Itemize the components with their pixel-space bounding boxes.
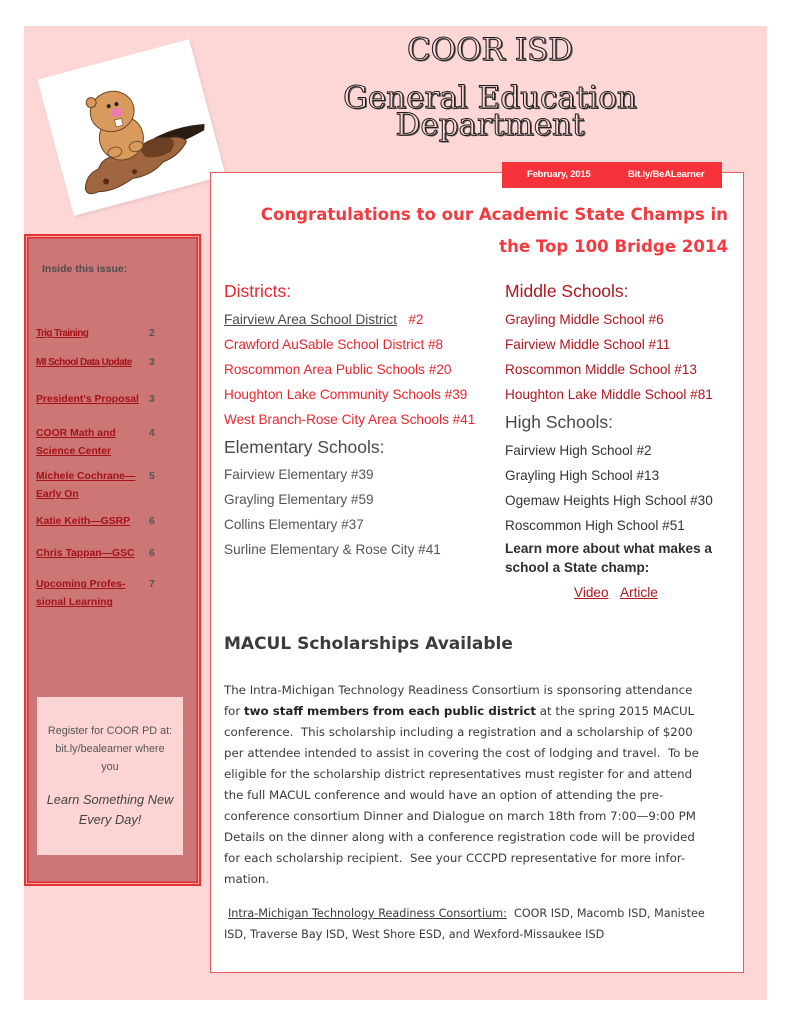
- list-item: Surline Elementary & Rose City #41: [224, 541, 441, 557]
- body-line: [224, 701, 699, 722]
- list-item: Grayling Middle School #6: [505, 312, 664, 327]
- middle-heading: Middle Schools:: [505, 281, 629, 301]
- body-line: per attendee intended to assist in covering the cost of lodging and travel. To be: [224, 745, 699, 760]
- toc-page-number: 6: [149, 516, 155, 527]
- list-item: West Branch-Rose City Area Schools #41: [224, 412, 476, 427]
- toc-label[interactable]: MI School Data Update: [36, 357, 132, 368]
- register-line-1: Register for COOR PD at:: [47, 725, 173, 737]
- toc-label[interactable]: Early On: [36, 489, 79, 500]
- list-item: Houghton Lake Middle School #81: [505, 387, 713, 402]
- toc-item-coor-math-science[interactable]: [36, 425, 186, 461]
- body-line: eligible for the scholarship district representatives must register for and attend: [224, 766, 693, 781]
- register-line-2: bit.ly/bealearner where: [55, 743, 165, 755]
- body-text: for: [224, 703, 244, 718]
- toc-item-katie-keith[interactable]: [36, 513, 186, 531]
- body-line: conference. This scholarship including a registration and a scholarship of $200: [224, 724, 693, 739]
- district-rank: #2: [408, 312, 424, 327]
- consortium-line-2: ISD, Traverse Bay ISD, West Shore ESD, and Wexford-Missaukee ISD: [224, 927, 605, 941]
- body-text: at the spring 2015 MACUL: [536, 703, 695, 718]
- districts-heading: Districts:: [224, 281, 292, 301]
- issue-banner: [502, 162, 722, 188]
- sidebar-title: Inside this issue:: [42, 263, 128, 275]
- body-line: the full MACUL conference and would have an option of attending the pre-: [224, 787, 664, 802]
- list-item: Roscommon Area Public Schools #20: [224, 362, 452, 377]
- toc-page-number: 4: [149, 428, 155, 439]
- headline-line-1: Congratulations to our Academic State Champs in: [260, 205, 728, 224]
- champs-headline: [220, 199, 728, 263]
- learn-more-text: [505, 539, 712, 577]
- consortium-members: [224, 903, 705, 945]
- body-line: conference consortium Dinner and Dialogue on march 18th from 7:00—9:00 PM: [224, 809, 696, 824]
- issue-date: February, 2015: [527, 169, 591, 180]
- learn-more-line-2: school a State champ:: [505, 560, 650, 575]
- toc-label[interactable]: Katie Keith—GSRP: [36, 516, 131, 527]
- video-link[interactable]: Video: [574, 585, 609, 600]
- learn-more-line-1: Learn more about what makes a: [505, 541, 712, 556]
- macul-body: [224, 680, 699, 891]
- high-heading: High Schools:: [505, 412, 613, 432]
- banner-link[interactable]: Bit.ly/BeALearner: [628, 169, 705, 180]
- masthead-title-line1: General Education: [343, 80, 637, 116]
- register-line-3: you: [101, 761, 119, 773]
- headline-line-2: the Top 100 Bridge 2014: [499, 237, 728, 256]
- macul-heading: MACUL Scholarships Available: [224, 634, 513, 654]
- article-link[interactable]: Article: [620, 585, 658, 600]
- tagline-line-2: Every Day!: [78, 812, 142, 827]
- toc-item-chris-tappan[interactable]: [36, 545, 186, 563]
- toc-label[interactable]: Chris Tappan—GSC: [36, 548, 135, 559]
- list-item: Crawford AuSable School District #8: [224, 337, 444, 352]
- masthead-org: COOR ISD: [406, 32, 574, 68]
- toc-label[interactable]: COOR Math and: [36, 428, 116, 439]
- list-item: Fairview Elementary #39: [224, 466, 374, 482]
- district-link[interactable]: Fairview Area School District: [224, 312, 397, 327]
- middle-list: [505, 307, 713, 407]
- toc-item-michele-cochrane[interactable]: [36, 468, 186, 504]
- list-item: Roscommon Middle School #13: [505, 362, 697, 377]
- high-list: [505, 438, 713, 538]
- toc-item-trig-training[interactable]: [36, 325, 186, 343]
- toc-page-number: 3: [149, 357, 155, 368]
- body-line: mation.: [224, 872, 270, 887]
- list-item: Fairview Middle School #11: [505, 337, 671, 352]
- list-item: Fairview High School #2: [505, 442, 652, 458]
- elementary-list: [224, 462, 441, 562]
- elementary-heading: Elementary Schools:: [224, 437, 385, 457]
- toc-item-upcoming-pl[interactable]: [36, 576, 186, 612]
- toc-page-number: 3: [149, 394, 155, 405]
- body-line: The Intra-Michigan Technology Readiness Consortium is sponsoring attendance: [224, 682, 693, 697]
- list-item: Ogemaw Heights High School #30: [505, 492, 713, 508]
- list-item: Houghton Lake Community Schools #39: [224, 387, 468, 402]
- tagline-line-1: Learn Something New: [46, 792, 174, 807]
- body-line: for each scholarship recipient. See your CCCPD representative for more infor-: [224, 851, 686, 866]
- masthead-title-line2: Department: [395, 107, 585, 143]
- toc-label[interactable]: Science Center: [36, 446, 112, 457]
- body-bold-text: two staff members from each public district: [243, 703, 537, 718]
- sidebar-inside-this-issue: [24, 234, 201, 886]
- toc-item-presidents-proposal[interactable]: [36, 391, 186, 409]
- register-callout: [37, 697, 183, 855]
- toc-page-number: 7: [149, 579, 155, 590]
- list-item: Grayling High School #13: [505, 467, 660, 483]
- list-item: Roscommon High School #51: [505, 517, 685, 533]
- toc-page-number: 2: [149, 328, 155, 339]
- body-line: Details on the dinner along with a conference registration code will be provided: [224, 830, 695, 845]
- list-item: Collins Elementary #37: [224, 516, 364, 532]
- toc-label[interactable]: Michele Cochrane—: [36, 471, 136, 482]
- toc-item-mi-school-data[interactable]: [36, 354, 186, 372]
- toc-page-number: 6: [149, 548, 155, 559]
- toc-label[interactable]: sional Learning: [36, 597, 113, 608]
- toc-label[interactable]: President's Proposal: [36, 394, 139, 405]
- list-item: [224, 307, 475, 332]
- toc-page-number: 5: [149, 471, 155, 482]
- consortium-label: Intra-Michigan Technology Readiness Consortium:: [228, 906, 507, 920]
- districts-list: [224, 307, 475, 432]
- consortium-text: COOR ISD, Macomb ISD, Manistee: [506, 906, 705, 920]
- toc-label[interactable]: Upcoming Profes-: [36, 579, 126, 590]
- consortium-line-1: [224, 903, 705, 924]
- toc-label[interactable]: Trig Training: [36, 328, 89, 339]
- list-item: Grayling Elementary #59: [224, 491, 374, 507]
